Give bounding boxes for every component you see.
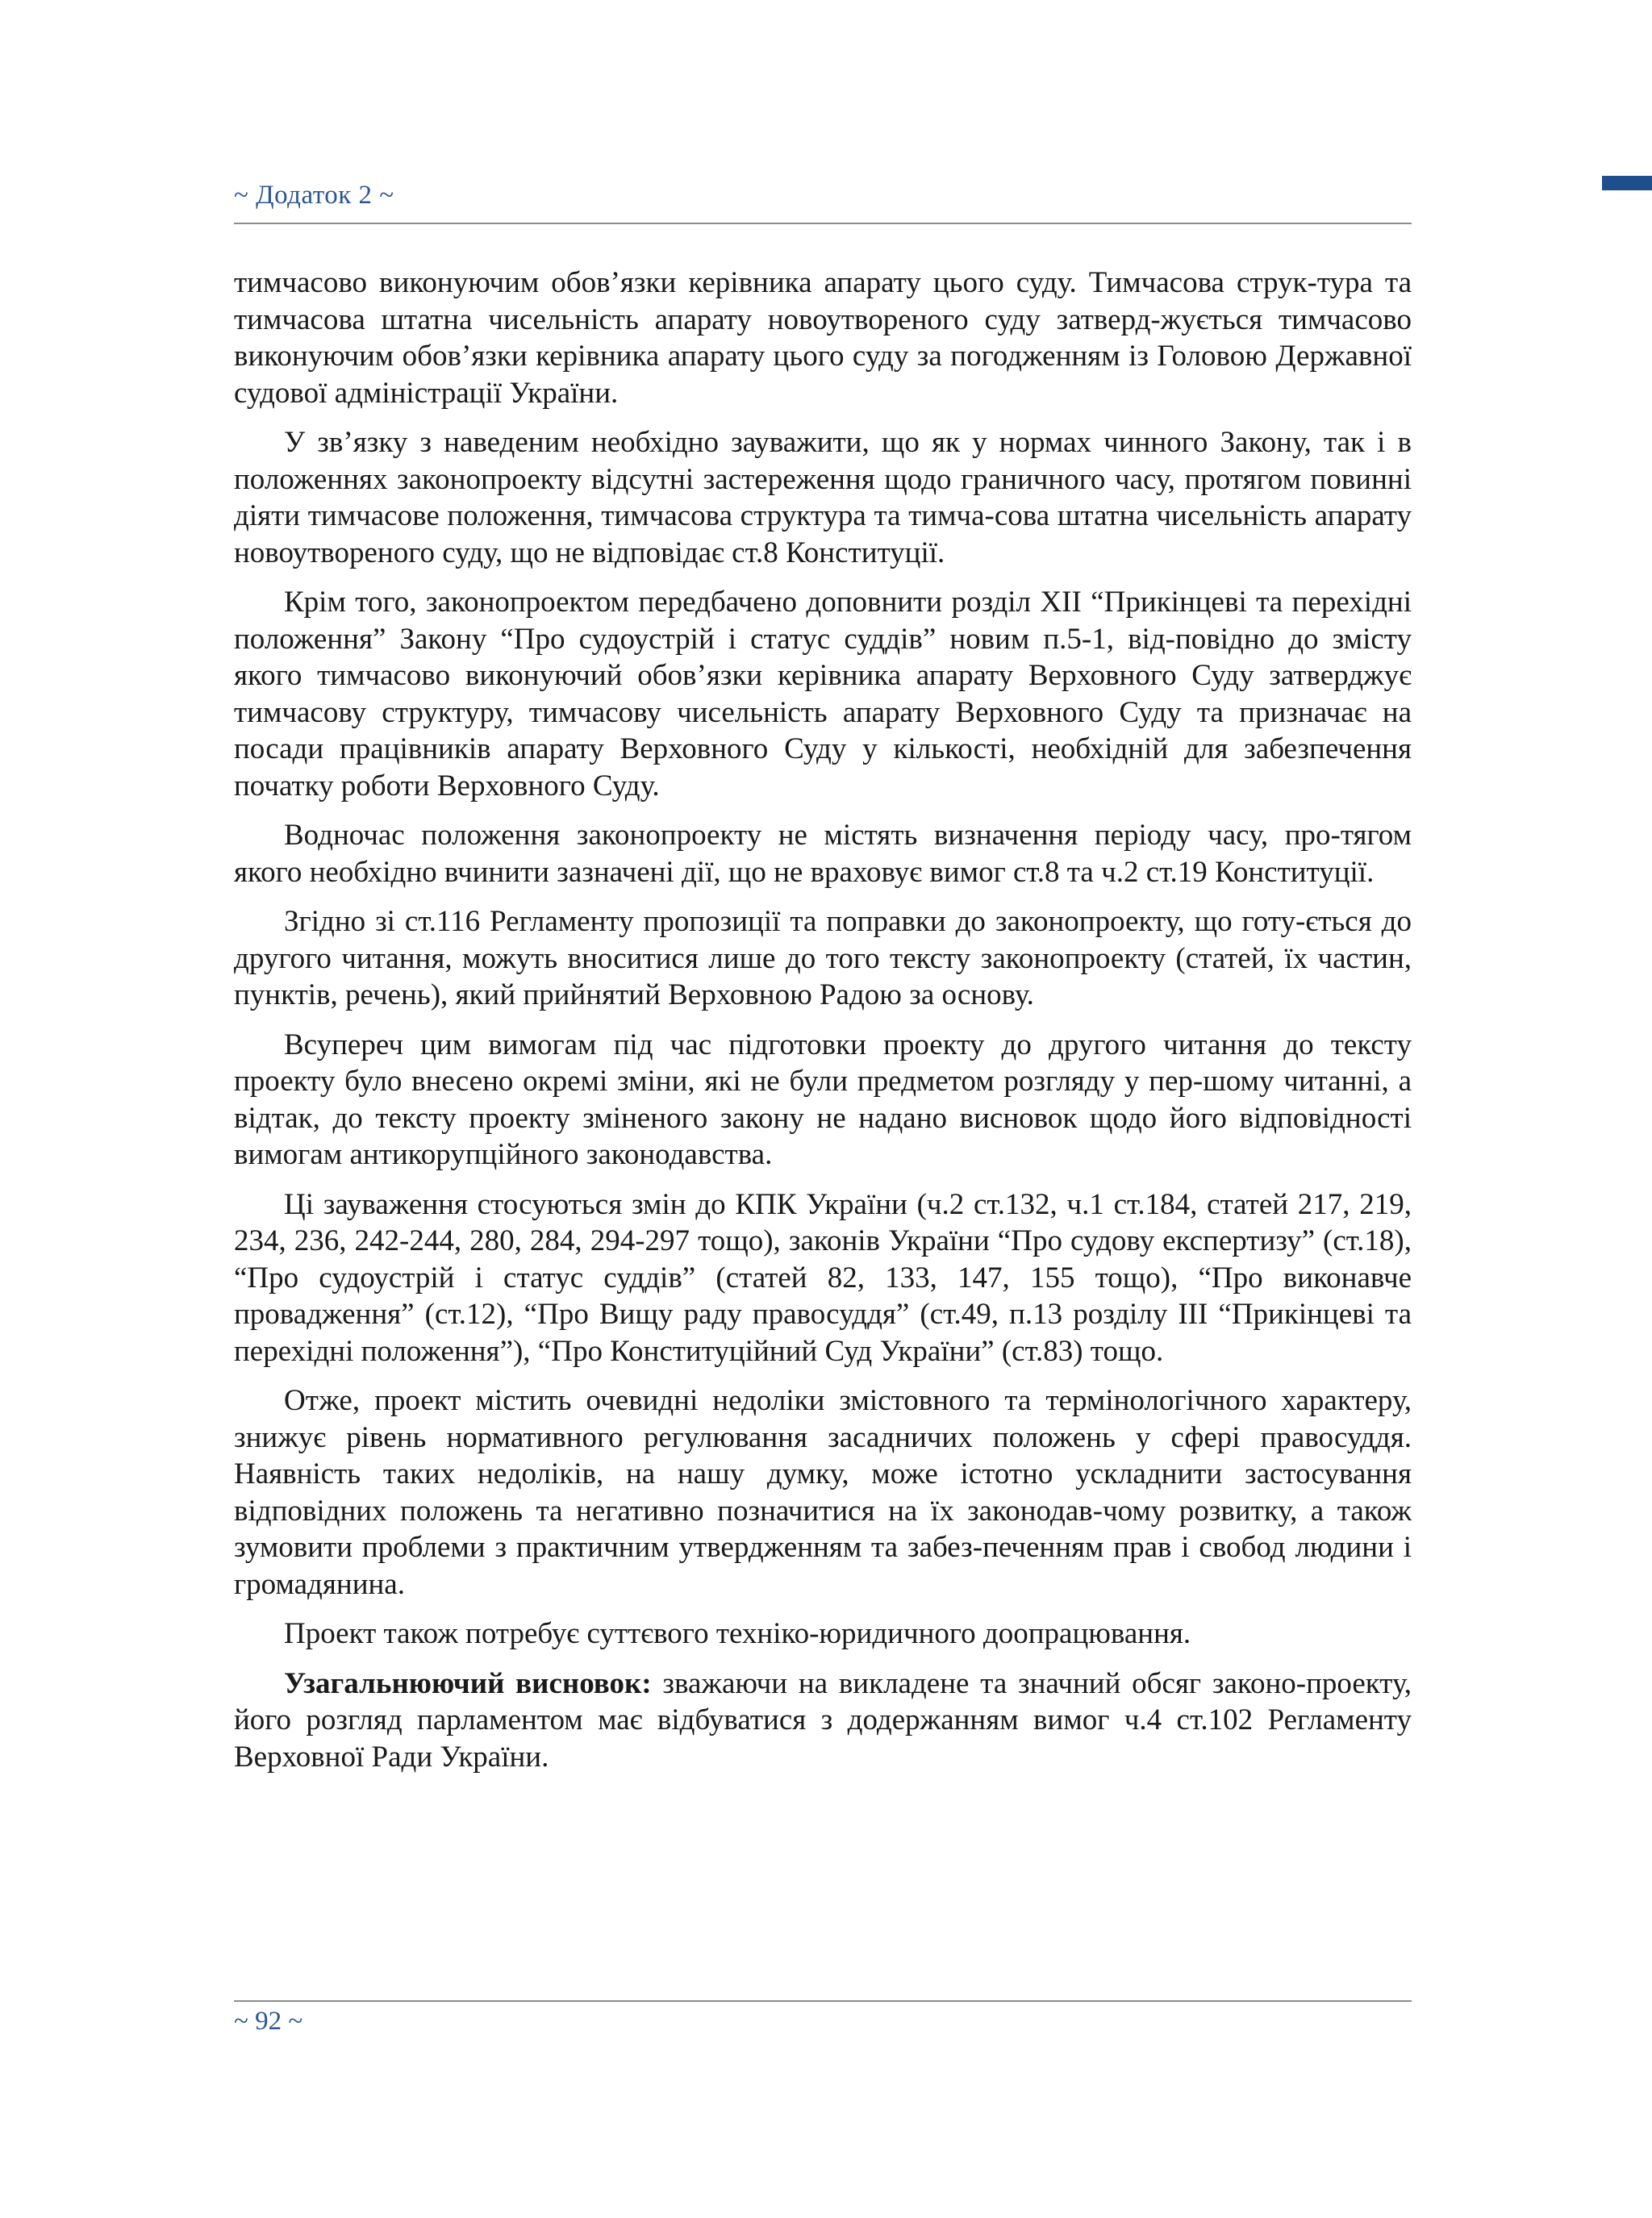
paragraph-4: Водночас положення законопроекту не містять визначення періоду часу, про-тягом якого необхідно вчинити зазначені дії, що не враховує вимог ст.8 та ч.2 ст.19 Конституції. bbox=[234, 819, 1412, 889]
body-text bbox=[234, 265, 1412, 1788]
paragraph-6: Всупереч цим вимогам під час підготовки проекту до другого читання до тексту проекту було внесено окремі зміни, які не були предметом розгляду у пер-шому читанні, а відтак, до тексту проекту зміненого закону не надано висновок щодо його відповідності вимогам антикорупційного законодавства. bbox=[234, 1028, 1412, 1171]
paragraph-5: Згідно зі ст.116 Регламенту пропозиції та поправки до законопроекту, що готу-ється до другого читання, можуть вноситися лише до того тексту законопроекту (статей, їх частин, пунктів, речень), який прийнятий Верховною Радою за основу. bbox=[234, 905, 1412, 1011]
paragraph-8: Отже, проект містить очевидні недоліки змістовного та термінологічного характеру, знижує рівень нормативного регулювання засадничих положень у сфері правосуддя. Наявність таких недоліків, на нашу думку, може істотно ускладнити застосування відповідних положень та негативно позначитися на їх законодав-чому розвитку, а також зумовити проблеми з практичним утвердженням та забез-печенням прав і свобод людини і громадянина. bbox=[234, 1384, 1412, 1601]
paragraph-7: Ці зауваження стосуються змін до КПК України (ч.2 ст.132, ч.1 ст.184, статей 217, 219, 234, 236, 242-244, 280, 284, 294-297 тощо), законів України “Про судову експертизу” (ст.18), “Про судоустрій і статус суддів” (статей 82, 133, 147, 155 тощо), “Про виконавче провадження” (ст.12), “Про Вищу раду правосуддя” (ст.49, п.13 розділу ІІІ “Прикінцеві та перехідні положення”), “Про Конституційний Суд України” (ст.83) тощо. bbox=[234, 1187, 1412, 1368]
paragraph-9: Проект також потребує суттєвого техніко-юридичного доопрацювання. bbox=[284, 1617, 1191, 1650]
running-header: ~ Додаток 2 ~ bbox=[234, 181, 394, 210]
page-number: ~ 92 ~ bbox=[234, 2007, 303, 2036]
conclusion-paragraph bbox=[234, 1666, 1412, 1776]
section-edge-tab bbox=[1602, 176, 1652, 190]
paragraph-3: Крім того, законопроектом передбачено доповнити розділ XII “Прикінцеві та перехідні положення” Закону “Про судоустрій і статус суддів” новим п.5-1, від-повідно до змісту якого тимчасово виконуючий обов’язки керівника апарату Верховного Суду затверджує тимчасову структуру, тимчасову чисельність апарату Верховного Суду та призначає на посади працівників апарату Верховного Суду у кількості, необхідній для забезпечення початку роботи Верховного Суду. bbox=[234, 586, 1412, 803]
header-rule bbox=[234, 223, 1412, 224]
conclusion-text: зважаючи на викладене та значний обсяг законо-проекту, його розгляд парламентом має відбуватися з додержанням вимог ч.4 ст.102 Регламенту Верховної Ради України. bbox=[234, 1666, 1412, 1774]
footer-rule bbox=[234, 2000, 1412, 2002]
conclusion-lead: Узагальнюючий висновок: bbox=[284, 1666, 652, 1700]
paragraph-2: У зв’язку з наведеним необхідно зауважити, що як у нормах чинного Закону, так і в положеннях законопроекту відсутні застереження щодо граничного часу, протягом повинні діяти тимчасове положення, тимчасова структура та тимча-сова штатна чисельність апарату новоутвореного суду, що не відповідає ст.8 Конституції. bbox=[234, 426, 1412, 569]
paragraph-1: тимчасово виконуючим обов’язки керівника апарату цього суду. Тимчасова струк-тура та тимчасова штатна чисельність апарату новоутвореного суду затверд-жується тимчасово виконуючим обов’язки керівника апарату цього суду за погодженням із Головою Державної судової адміністрації України. bbox=[234, 266, 1412, 410]
